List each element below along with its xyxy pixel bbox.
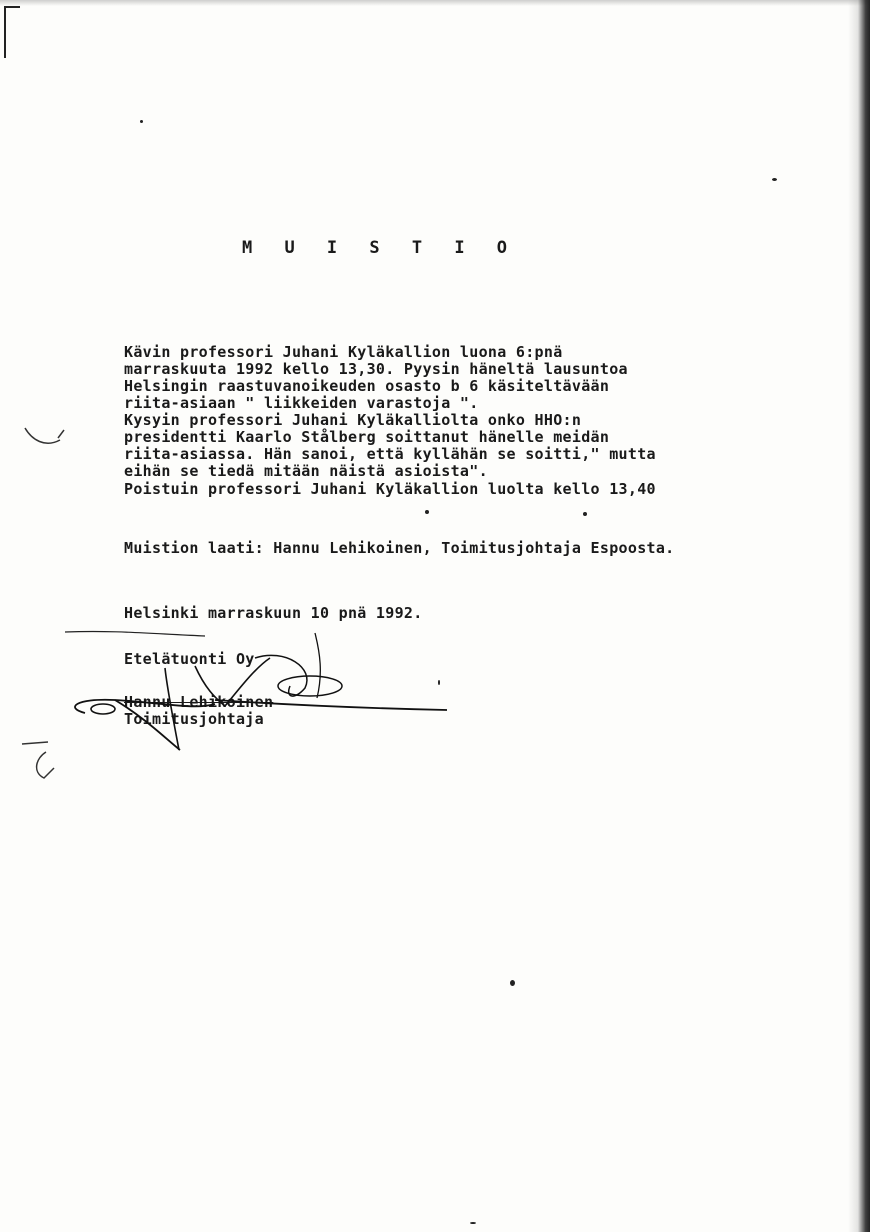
body-line-5: Kysyin professori Juhani Kyläkalliolta onko HHO:n [124,411,582,429]
scan-speck [470,1222,476,1224]
document-title: M U I S T I O [241,238,519,258]
date-line: Helsinki marraskuun 10 pnä 1992. [124,604,423,622]
body-line-2: marraskuuta 1992 kello 13,30. Pyysin häneltä lausuntoa [124,360,628,378]
margin-mark [20,420,70,460]
author-line: Muistion laati: Hannu Lehikoinen, Toimitusjohtaja Espoosta. [124,539,675,557]
body-line-1: Kävin professori Juhani Kyläkallion luona 6:pnä [124,343,563,361]
body-line-6: presidentti Kaarlo Stålberg soittanut hänelle meidän [124,428,610,446]
scan-speck [425,510,429,514]
scan-edge-right [848,0,870,1232]
signer-name: Hannu Lehikoinen [124,693,274,711]
scan-speck [510,980,515,986]
scan-speck [772,178,777,181]
scan-edge-top [0,0,870,6]
company-name: Etelätuonti Oy [124,650,255,668]
scan-corner-mark [4,6,20,58]
scan-speck [583,512,587,516]
body-line-4: riita-asiaan " liikkeiden varastoja ". [124,394,479,412]
body-line-9: Poistuin professori Juhani Kyläkallion luolta kello 13,40 [124,480,656,498]
handwritten-signature [55,628,455,758]
signer-title: Toimitusjohtaja [124,710,264,728]
scan-speck [140,120,143,123]
body-line-8: eihän se tiedä mitään näistä asioista". [124,462,488,480]
body-line-7: riita-asiassa. Hän sanoi, että kyllähän se soitti," mutta [124,445,656,463]
body-line-3: Helsingin raastuvanoikeuden osasto b 6 käsiteltävään [124,377,610,395]
